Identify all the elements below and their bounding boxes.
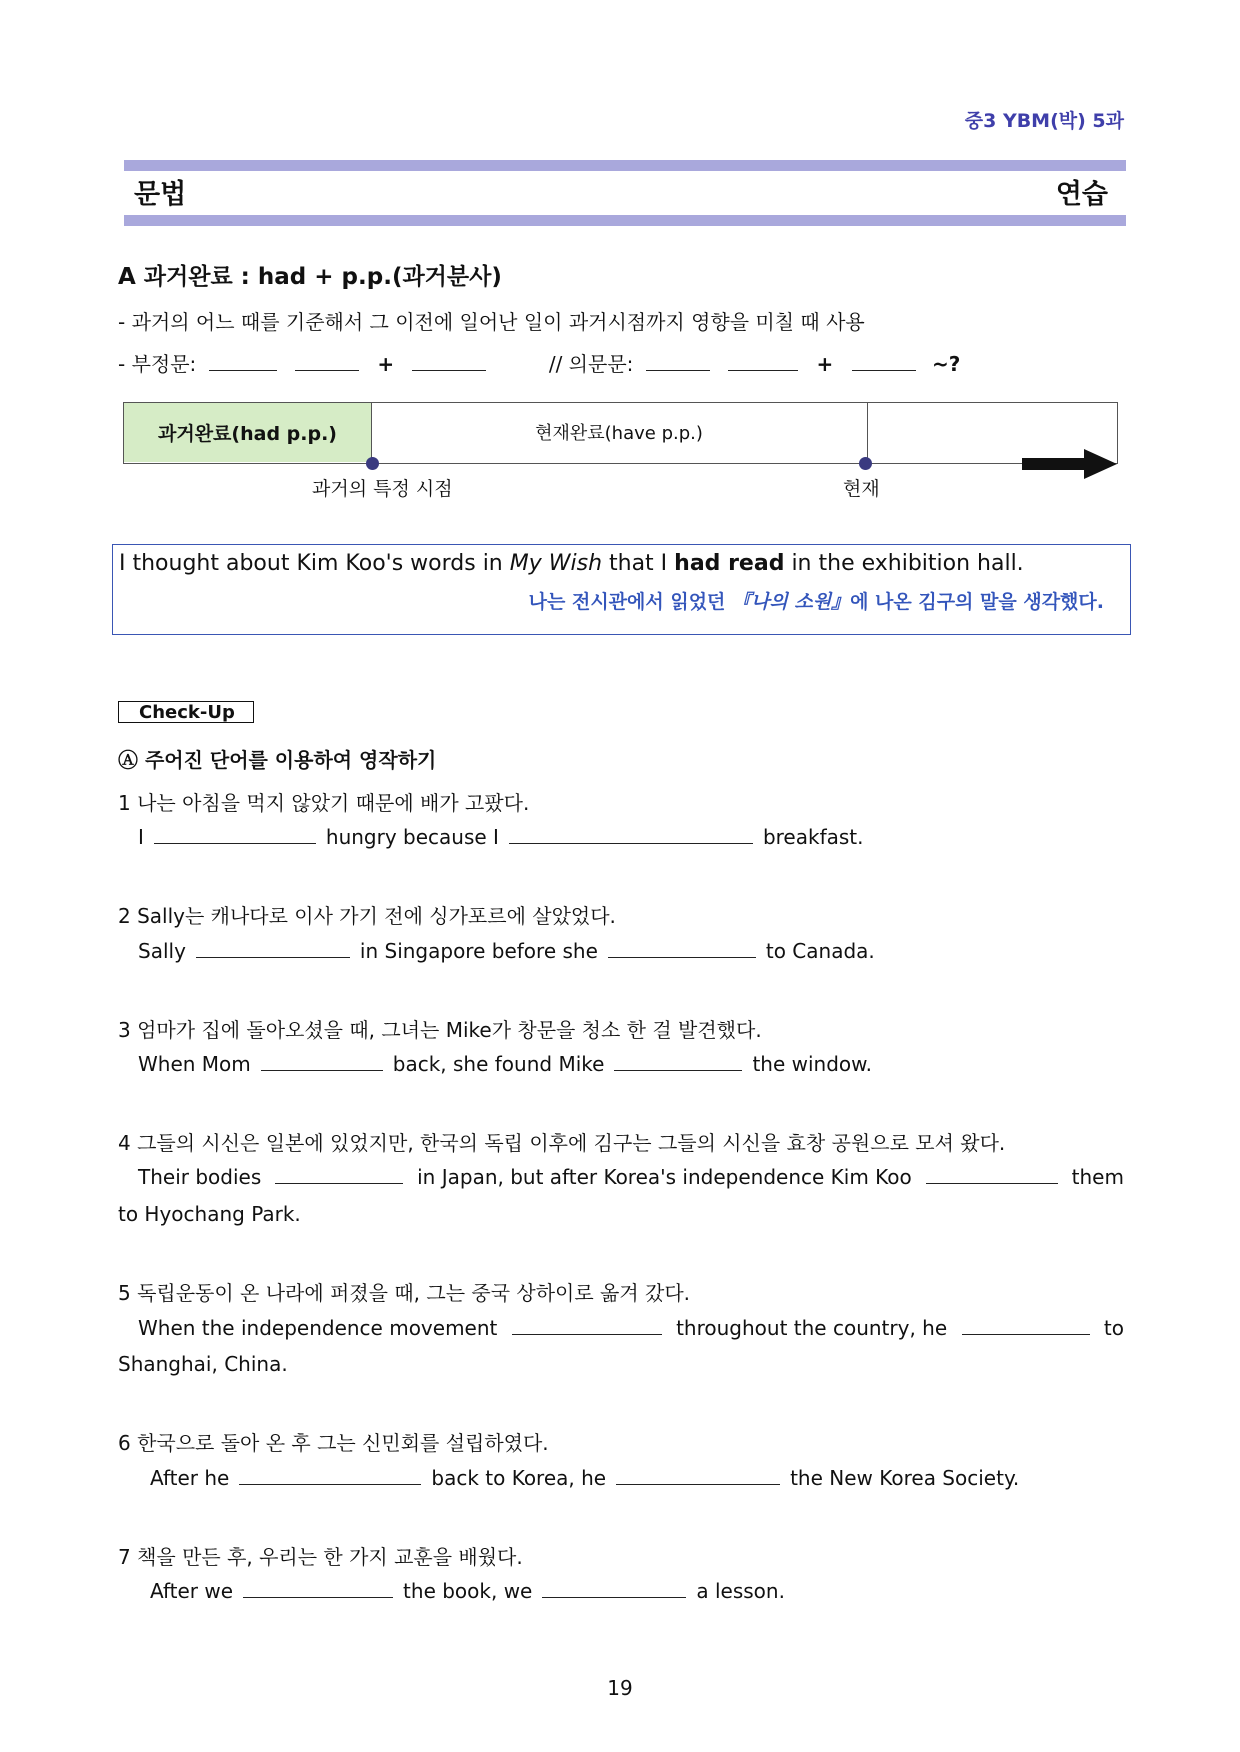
header-bottom-bar [124,215,1126,226]
question-1-english [138,825,864,849]
past-point-label: 과거의 특정 시점 [312,478,453,500]
example-title: My Wish [509,551,603,576]
question-4-english [138,1165,1124,1189]
question-label: // 의문문: [548,352,634,376]
question-text: back, she found Mike [392,1052,605,1076]
question-text: When Mom [138,1052,251,1076]
question-text: the book, we [403,1579,533,1603]
past-point-dot [366,457,379,470]
question-text: After he [150,1466,230,1490]
question-4-korean: 4 그들의 시신은 일본에 있었지만, 한국의 독립 이후에 김구는 그들의 시신을 효창 공원으로 모셔 왔다. [118,1131,1006,1155]
example-text: that I [602,551,675,576]
course-tag: 중3 YBM(박) 5과 [964,110,1124,132]
question-text: a lesson. [696,1579,785,1603]
answer-blank [243,1579,393,1598]
section-description: - 과거의 어느 때를 기준해서 그 이전에 일어난 일이 과거시점까지 영향을 미칠 때 사용 [118,310,865,334]
question-3-english [138,1052,872,1076]
example-ko-text: 에 나온 김구의 말을 생각했다. [850,591,1104,613]
past-perfect-cell: 과거완료(had p.p.) [124,403,372,462]
present-point-dot [859,457,872,470]
question-text: in Singapore before she [359,939,598,963]
section-title: A 과거완료 : had + p.p.(과거분사) [118,264,502,290]
blank [295,352,359,371]
question-5-korean: 5 독립운동이 온 나라에 퍼졌을 때, 그는 중국 상하이로 옮겨 갔다. [118,1281,691,1305]
blank [728,352,798,371]
question-text: throughout the country, he [676,1316,948,1340]
example-text: I thought about Kim Koo's words in [119,551,510,576]
answer-blank [509,825,753,844]
answer-blank [512,1316,662,1335]
answer-blank [261,1052,383,1071]
timeline-divider [867,403,868,462]
example-english [119,551,1024,576]
answer-blank [616,1466,780,1485]
question-2-english [138,939,875,963]
answer-blank [926,1165,1058,1184]
negative-label: - 부정문: [118,352,197,376]
plus-sign: + [816,352,834,376]
question-5-english-cont: Shanghai, China. [118,1352,288,1376]
answer-blank [239,1466,421,1485]
blank [209,352,277,371]
question-7-english [150,1579,785,1603]
question-text: them [1071,1165,1124,1189]
question-text: hungry because I [325,825,499,849]
form-line [118,348,960,377]
plus-sign: + [377,352,395,376]
timeline [123,402,1118,464]
question-text: the New Korea Society. [790,1466,1020,1490]
question-text: in Japan, but after Korea's independence Kim Koo [417,1165,912,1189]
question-5-english [138,1316,1124,1340]
blank [412,352,486,371]
example-highlight: had read [674,551,785,576]
question-text: breakfast. [762,825,864,849]
question-text: I [138,825,144,849]
question-text: back to Korea, he [431,1466,607,1490]
answer-blank [154,825,316,844]
question-text: to Canada. [765,939,875,963]
answer-blank [542,1579,686,1598]
answer-blank [196,939,350,958]
header-top-bar [124,160,1126,171]
question-end: ~? [931,352,961,376]
task-instruction: Ⓐ 주어진 단어를 이용하여 영작하기 [118,748,437,772]
page-number: 19 [607,1676,633,1700]
question-3-korean: 3 엄마가 집에 돌아오셨을 때, 그녀는 Mike가 창문을 청소 한 걸 발견했다. [118,1018,762,1042]
example-ko-text: 나는 전시관에서 읽었던 [528,591,733,613]
answer-blank [614,1052,742,1071]
question-4-english-cont: to Hyochang Park. [118,1202,301,1226]
question-text: to [1103,1316,1124,1340]
header-title: 문법 [134,179,187,210]
question-text: Their bodies [138,1165,262,1189]
header-subtitle: 연습 [1055,179,1108,210]
example-box [112,544,1131,635]
present-perfect-label: 현재완료(have p.p.) [535,423,703,444]
question-text: When the independence movement [138,1316,498,1340]
example-text: in the exhibition hall. [784,551,1024,576]
answer-blank [275,1165,403,1184]
question-7-korean: 7 책을 만든 후, 우리는 한 가지 교훈을 배웠다. [118,1545,523,1569]
arrow-right-icon [1022,449,1118,479]
question-6-korean: 6 한국으로 돌아 온 후 그는 신민회를 설립하였다. [118,1431,549,1455]
blank [646,352,710,371]
question-text: the window. [752,1052,873,1076]
example-ko-title: 『나의 소원』 [732,591,851,613]
question-1-korean: 1 나는 아침을 먹지 않았기 때문에 배가 고팠다. [118,791,530,815]
blank [852,352,916,371]
present-point-label: 현재 [843,478,880,500]
answer-blank [962,1316,1090,1335]
example-korean [529,587,1104,614]
question-2-korean: 2 Sally는 캐나다로 이사 가기 전에 싱가포르에 살았었다. [118,904,616,928]
question-text: After we [150,1579,234,1603]
question-text: Sally [138,939,186,963]
question-6-english [150,1466,1019,1490]
answer-blank [608,939,756,958]
checkup-label: Check-Up [118,701,254,723]
